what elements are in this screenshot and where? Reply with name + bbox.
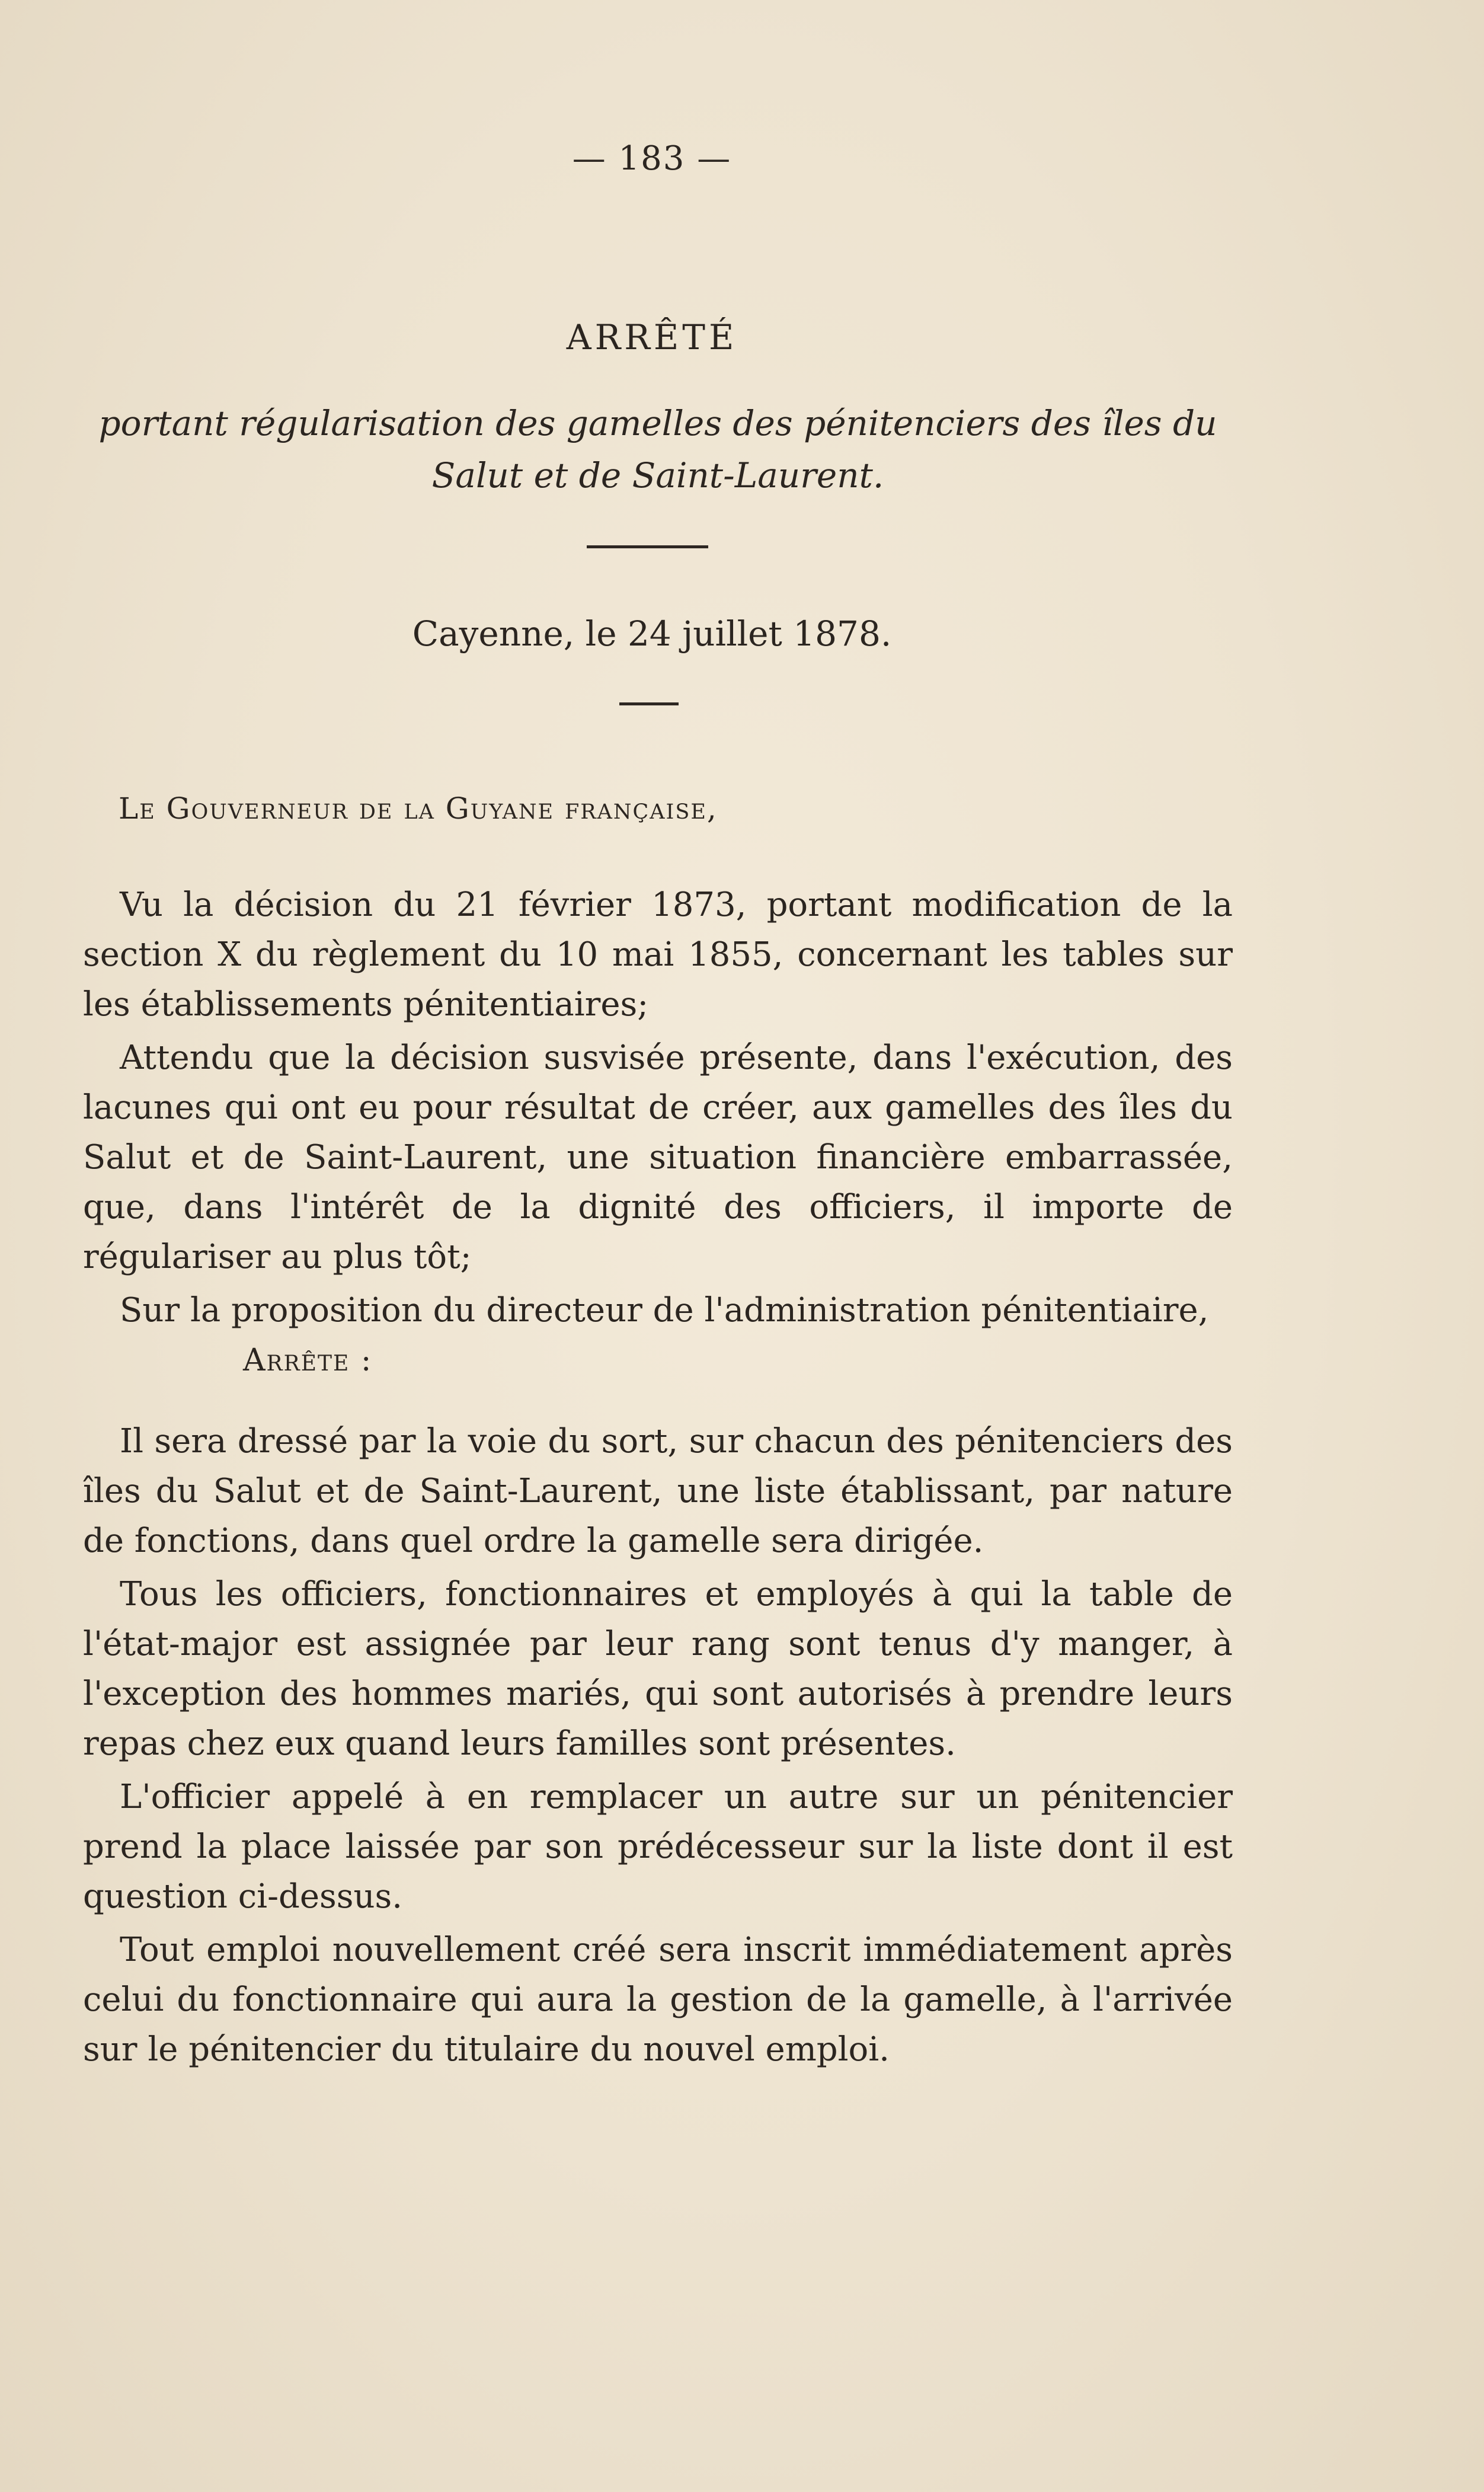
- preamble-paragraph: Sur la proposition du directeur de l'administration pénitentiaire,: [120, 1291, 1209, 1330]
- article-paragraph: Tout emploi nouvellement créé sera inscrit immédiatement après celui du fonctionnaire qui aura la gestion de la gamelle, à l'arrivée sur le pénitencier du titulaire du nouvel emploi.: [83, 1931, 1233, 2069]
- article-paragraph: L'officier appelé à en remplacer un autre sur un pénitencier prend la place laissée par son prédécesseur sur la liste dont il est question ci-dessus.: [83, 1778, 1233, 1916]
- document-title: ARRÊTÉ: [566, 317, 738, 357]
- separator-rule-short: [619, 702, 679, 705]
- article-paragraph: Il sera dressé par la voie du sort, sur chacun des pénitenciers des îles du Salut et de Saint-Laurent, une liste établissant, par nature de fonctions, dans quel ordre la gamelle sera dirigée.: [83, 1422, 1233, 1560]
- separator-rule: [587, 545, 708, 548]
- article-paragraph: Tous les officiers, fonctionnaires et employés à qui la table de l'état-major est assignée par leur rang sont tenus d'y manger, à l'exception des hommes mariés, qui sont autorisés à prendre leurs repas chez eux quand leurs familles sont présentes.: [83, 1575, 1233, 1763]
- preamble: [83, 880, 1233, 1339]
- dateline: Cayenne, le 24 juillet 1878.: [412, 614, 892, 654]
- addressee: Le Gouverneur de la Guyane française,: [119, 791, 718, 826]
- articles: [83, 1417, 1233, 2078]
- preamble-paragraph: Attendu que la décision susvisée présente, dans l'exécution, des lacunes qui ont eu pour résultat de créer, aux gamelles des îles du Salut et de Saint-Laurent, une situation financière embarrassée, que, dans l'intérêt de la dignité des officiers, il importe de régulariser au plus tôt;: [83, 1039, 1233, 1276]
- document-subtitle: portant régularisation des gamelles des pénitenciers des îles du Salut et de Saint-Laurent.: [98, 403, 1217, 496]
- page-number: — 183 —: [572, 139, 732, 178]
- preamble-paragraph: Vu la décision du 21 février 1873, portant modification de la section X du règlement du 10 mai 1855, concernant les tables sur les établissements pénitentiaires;: [83, 886, 1233, 1024]
- arrete-label: Arrête :: [243, 1343, 373, 1378]
